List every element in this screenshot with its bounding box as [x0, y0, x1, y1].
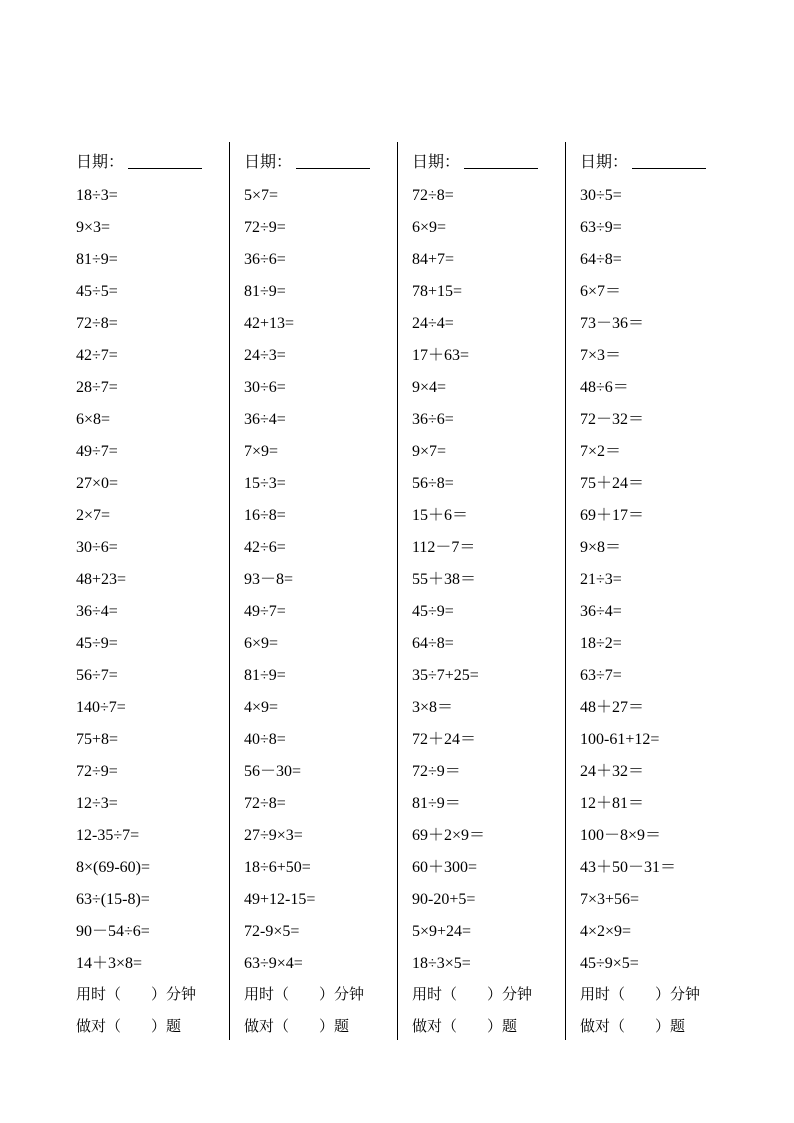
date-row — [412, 150, 538, 174]
date-label: 日期： — [76, 152, 125, 171]
problem-item: 63÷9×4= — [244, 955, 303, 972]
problem-item: 36÷6= — [244, 251, 286, 268]
date-blank — [464, 150, 538, 169]
problem-item: 7×2＝ — [580, 443, 622, 460]
problem-item: 90-20+5= — [412, 891, 476, 908]
problem-item: 42÷6= — [244, 539, 286, 556]
problem-item: 4×2×9= — [580, 923, 632, 940]
problem-item: 40÷8= — [244, 731, 286, 748]
problem-item: 18÷3= — [76, 187, 118, 204]
problem-item: 72÷9＝ — [412, 763, 461, 780]
problem-item: 30÷6= — [244, 379, 286, 396]
problem-item: 5×9+24= — [412, 923, 472, 940]
problem-item: 81÷9= — [76, 251, 118, 268]
date-blank — [296, 150, 370, 169]
problem-item: 72÷9= — [76, 763, 118, 780]
correct-count-label: 做对（ ）题 — [76, 1017, 182, 1035]
problem-list — [412, 182, 485, 982]
time-used-label: 用时（ ）分钟 — [76, 985, 197, 1003]
problem-item: 72-9×5= — [244, 923, 300, 940]
problem-item: 8×(69-60)= — [76, 859, 151, 876]
column-footer — [76, 982, 196, 1046]
problem-item: 36÷4= — [580, 603, 622, 620]
problem-item: 18÷2= — [580, 635, 622, 652]
problem-item: 100-61+12= — [580, 731, 660, 748]
problem-item: 24÷3= — [244, 347, 286, 364]
problem-item: 43＋50－31＝ — [580, 859, 677, 876]
correct-count-label: 做对（ ）题 — [412, 1017, 518, 1035]
problem-item: 69＋17＝ — [580, 507, 645, 524]
problem-item: 18÷6+50= — [244, 859, 311, 876]
date-row — [244, 150, 370, 174]
problem-item: 73－36＝ — [580, 315, 645, 332]
problem-item: 48＋27＝ — [580, 699, 645, 716]
problem-list — [244, 182, 315, 982]
problem-item: 75+8= — [76, 731, 119, 748]
problem-item: 12＋81＝ — [580, 795, 645, 812]
problem-item: 7×9= — [244, 443, 279, 460]
problem-item: 30÷5= — [580, 187, 622, 204]
problem-item: 27×0= — [76, 475, 119, 492]
problem-item: 7×3+56= — [580, 891, 640, 908]
problem-item: 4×9= — [244, 699, 279, 716]
problem-item: 60＋300= — [412, 859, 478, 876]
problem-item: 17＋63= — [412, 347, 470, 364]
problem-item: 16÷8= — [244, 507, 286, 524]
date-row — [76, 150, 202, 174]
problem-item: 12-35÷7= — [76, 827, 140, 844]
problem-item: 81÷9＝ — [412, 795, 461, 812]
problem-item: 90－54÷6= — [76, 923, 150, 940]
problem-item: 55＋38＝ — [412, 571, 477, 588]
problem-item: 48+23= — [76, 571, 127, 588]
problem-item: 81÷9= — [244, 667, 286, 684]
date-blank — [632, 150, 706, 169]
problem-item: 28÷7= — [76, 379, 118, 396]
problem-item: 72÷9= — [244, 219, 286, 236]
worksheet-column-2 — [230, 142, 398, 1042]
problem-item: 12÷3= — [76, 795, 118, 812]
problem-item: 112－7＝ — [412, 539, 476, 556]
problem-item: 15÷3= — [244, 475, 286, 492]
problem-item: 72＋24＝ — [412, 731, 477, 748]
problem-item: 64÷8= — [580, 251, 622, 268]
correct-count-label: 做对（ ）题 — [244, 1017, 350, 1035]
problem-item: 2×7= — [76, 507, 111, 524]
problem-item: 72÷8= — [412, 187, 454, 204]
date-blank — [128, 150, 202, 169]
problem-item: 72÷8= — [244, 795, 286, 812]
problem-item: 56－30= — [244, 763, 302, 780]
problem-item: 63÷7= — [580, 667, 622, 684]
problem-list — [580, 182, 676, 982]
problem-item: 45÷9= — [76, 635, 118, 652]
problem-item: 27÷9×3= — [244, 827, 303, 844]
problem-item: 63÷9= — [580, 219, 622, 236]
problem-item: 24÷4= — [412, 315, 454, 332]
problem-list — [76, 182, 150, 982]
problem-item: 30÷6= — [76, 539, 118, 556]
time-used-label: 用时（ ）分钟 — [244, 985, 365, 1003]
problem-item: 14＋3×8= — [76, 955, 143, 972]
problem-item: 49÷7= — [244, 603, 286, 620]
problem-item: 45÷9= — [412, 603, 454, 620]
problem-item: 100－8×9＝ — [580, 827, 662, 844]
date-label: 日期： — [580, 152, 629, 171]
problem-item: 6×9= — [412, 219, 447, 236]
problem-item: 35÷7+25= — [412, 667, 479, 684]
date-label: 日期： — [412, 152, 461, 171]
problem-item: 78+15= — [412, 283, 463, 300]
problem-item: 140÷7= — [76, 699, 126, 716]
problem-item: 42÷7= — [76, 347, 118, 364]
problem-item: 5×7= — [244, 187, 279, 204]
problem-item: 69＋2×9＝ — [412, 827, 486, 844]
problem-item: 18÷3×5= — [412, 955, 471, 972]
worksheet-column-4 — [566, 142, 734, 1042]
correct-count-label: 做对（ ）题 — [580, 1017, 686, 1035]
problem-item: 36÷6= — [412, 411, 454, 428]
problem-item: 7×3＝ — [580, 347, 622, 364]
problem-item: 24＋32＝ — [580, 763, 645, 780]
problem-item: 49+12-15= — [244, 891, 316, 908]
problem-item: 45÷5= — [76, 283, 118, 300]
problem-item: 84+7= — [412, 251, 455, 268]
problem-item: 72－32＝ — [580, 411, 645, 428]
time-used-label: 用时（ ）分钟 — [412, 985, 533, 1003]
problem-item: 93－8= — [244, 571, 294, 588]
problem-item: 64÷8= — [412, 635, 454, 652]
problem-item: 9×3= — [76, 219, 111, 236]
problem-item: 49÷7= — [76, 443, 118, 460]
problem-item: 56÷8= — [412, 475, 454, 492]
problem-item: 6×9= — [244, 635, 279, 652]
worksheet — [62, 142, 734, 1042]
problem-item: 36÷4= — [76, 603, 118, 620]
problem-item: 21÷3= — [580, 571, 622, 588]
problem-item: 3×8＝ — [412, 699, 454, 716]
problem-item: 9×7= — [412, 443, 447, 460]
column-footer — [244, 982, 364, 1046]
problem-item: 9×8＝ — [580, 539, 622, 556]
problem-item: 9×4= — [412, 379, 447, 396]
date-label: 日期： — [244, 152, 293, 171]
problem-item: 45÷9×5= — [580, 955, 639, 972]
worksheet-column-1 — [62, 142, 230, 1042]
date-row — [580, 150, 706, 174]
problem-item: 56÷7= — [76, 667, 118, 684]
problem-item: 15＋6＝ — [412, 507, 469, 524]
problem-item: 63÷(15-8)= — [76, 891, 150, 908]
problem-item: 42+13= — [244, 315, 295, 332]
problem-item: 36÷4= — [244, 411, 286, 428]
problem-item: 81÷9= — [244, 283, 286, 300]
problem-item: 48÷6＝ — [580, 379, 629, 396]
problem-item: 6×8= — [76, 411, 111, 428]
problem-item: 75＋24＝ — [580, 475, 645, 492]
problem-item: 72÷8= — [76, 315, 118, 332]
column-footer — [580, 982, 700, 1046]
time-used-label: 用时（ ）分钟 — [580, 985, 701, 1003]
worksheet-column-3 — [398, 142, 566, 1042]
problem-item: 6×7＝ — [580, 283, 622, 300]
column-footer — [412, 982, 532, 1046]
